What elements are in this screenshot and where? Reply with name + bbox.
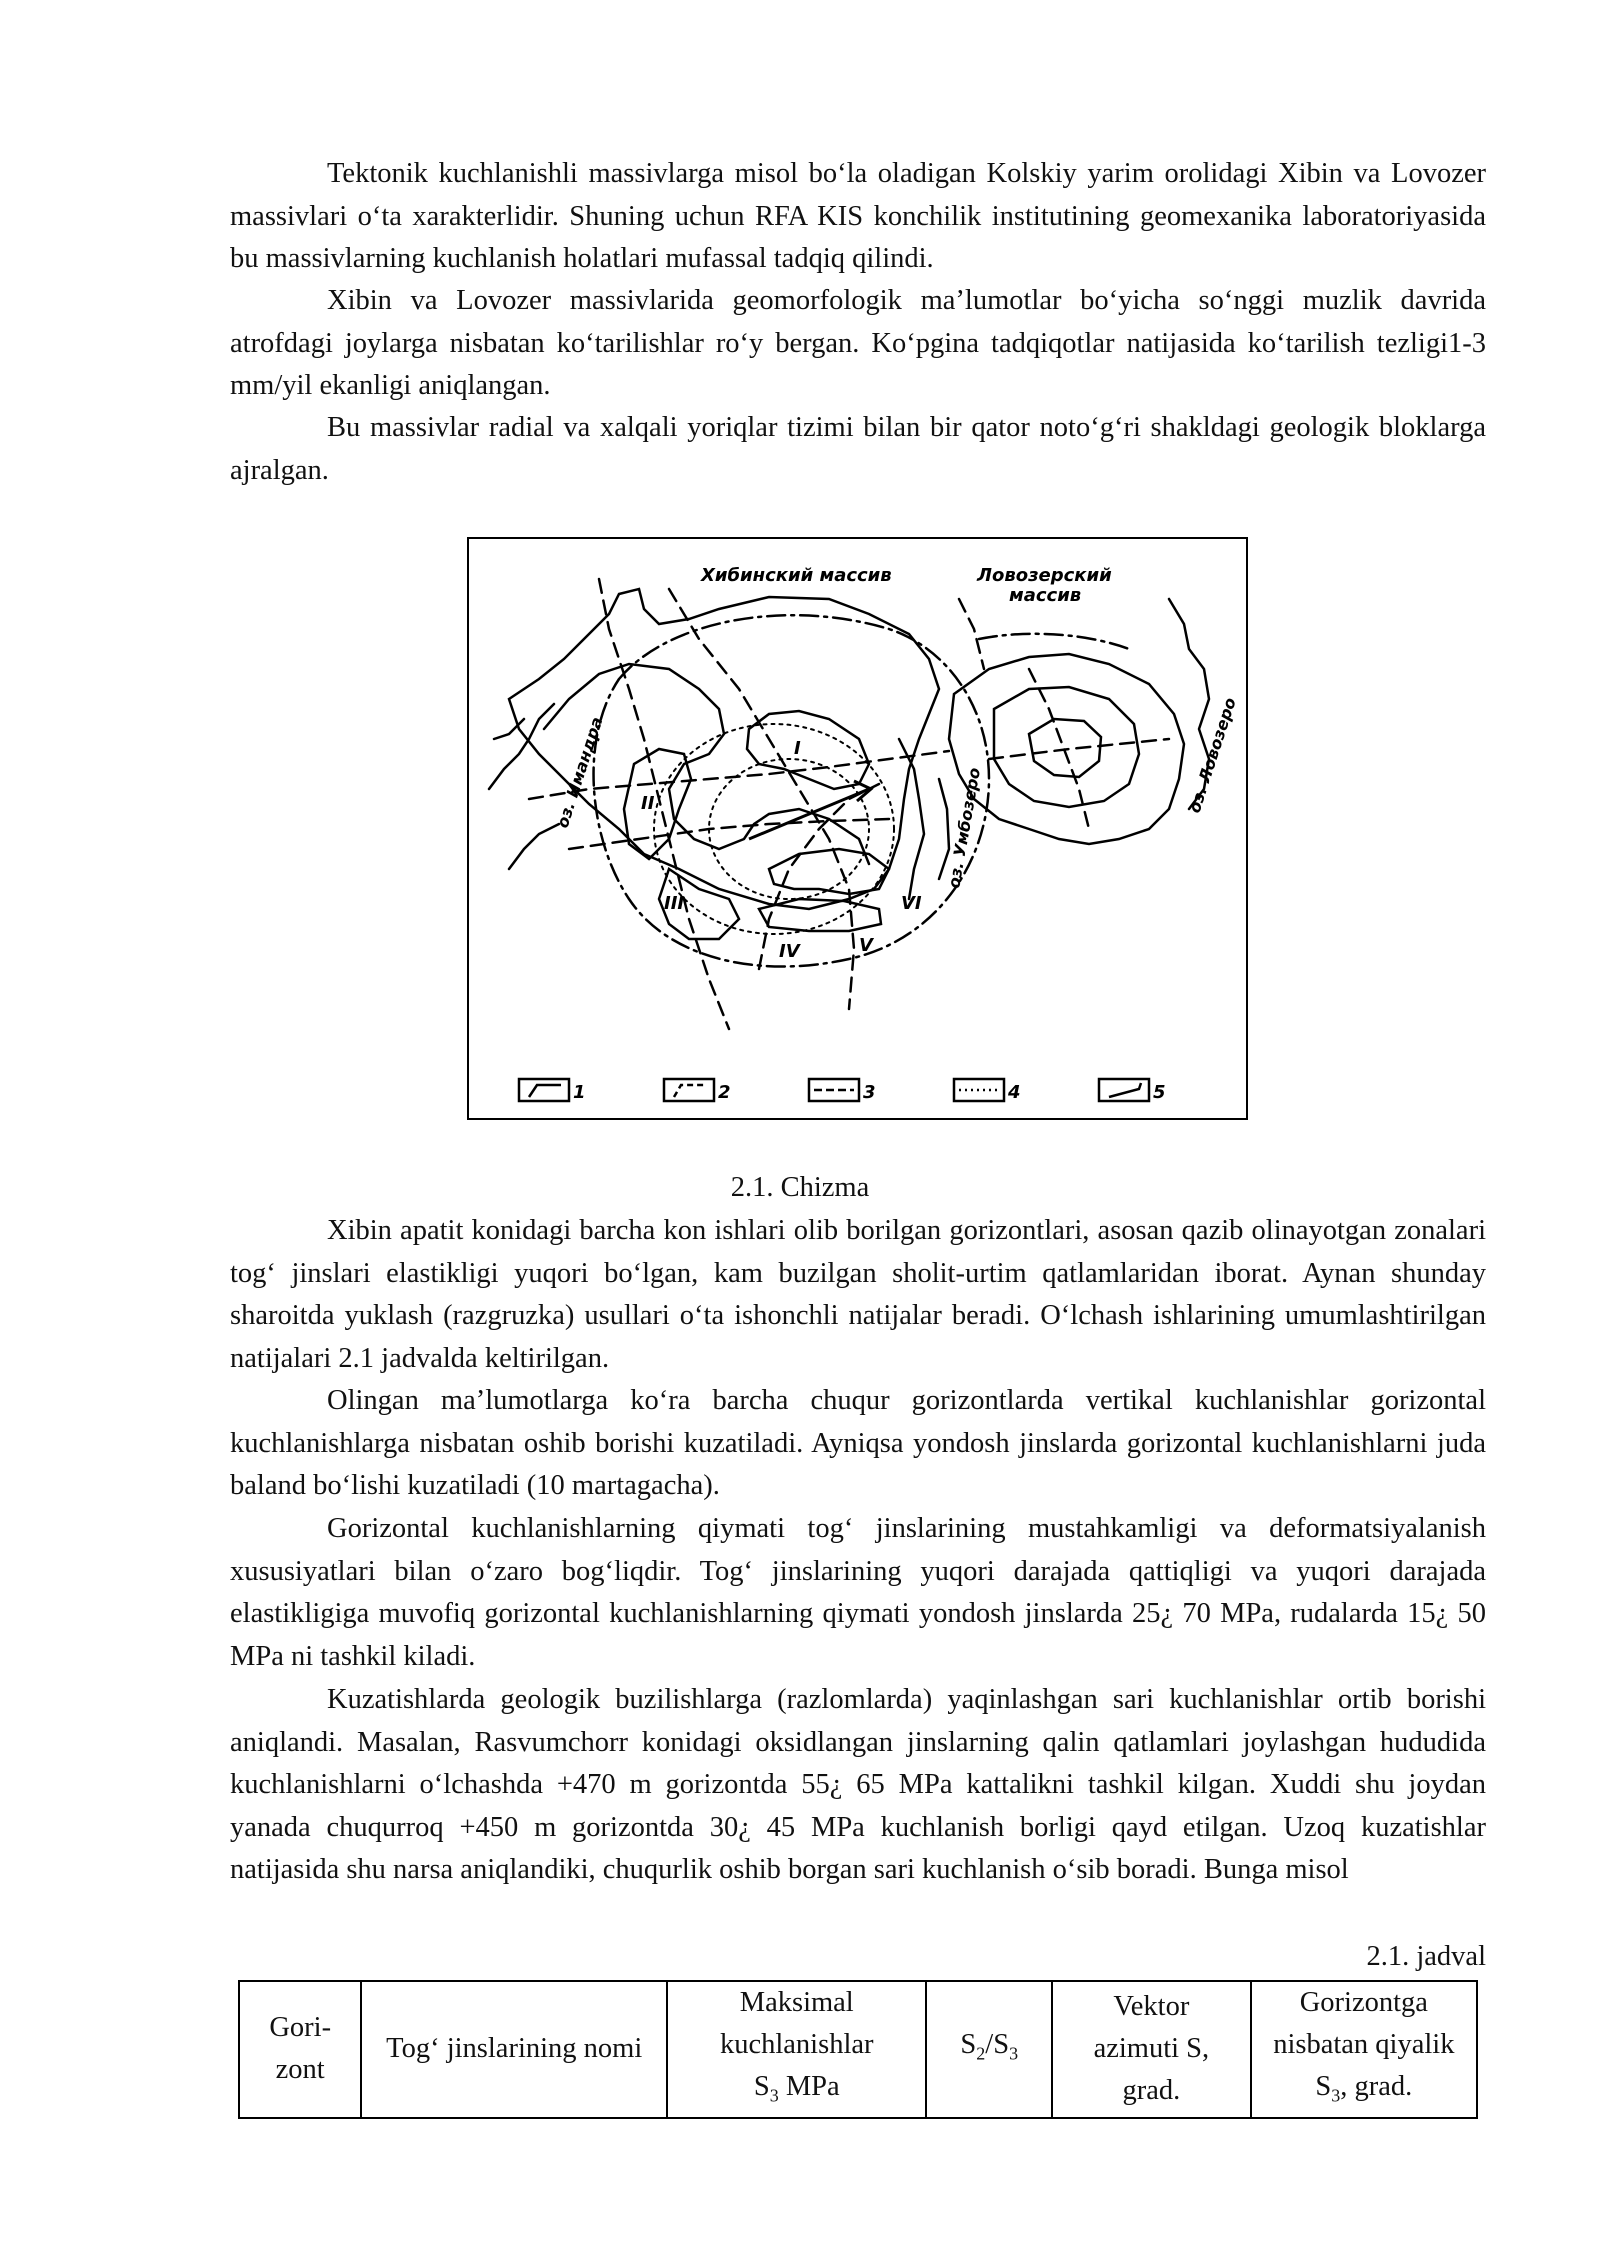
legend-item-1: 1 [573, 1082, 586, 1103]
block-label-3: III [664, 893, 685, 914]
lake-lovozero-label: оз. Ловозеро [1184, 695, 1240, 816]
header-max-stress: Maksimal kuchlanishlar $S_3$ MPa [667, 1981, 926, 2118]
legend-item-2: 2 [718, 1082, 731, 1103]
khibiny-massif-label: Хибинский массив [701, 565, 892, 586]
paragraph-6: Gorizontal kuchlanishlarning qiymati tog‘ jinslarining mustahkamligi va deformatsiyalanish xususiyatlari bilan o‘zaro bog‘liqdir. Tog‘ jinslarining yuqori darajada qattiqligi va yuqori darajada elastikligiga muvofiq gorizontal kuchlanishlarning qiymati yondosh jinslarda 25¿ 70 MPa, rudalarda 15¿ 50 MPa ni tashkil kiladi. [230, 1513, 1486, 1672]
header-vector-azimuth: Vektor azimuti S, grad. [1052, 1981, 1251, 2118]
lake-umbozero-label: оз. Умбозеро [944, 766, 985, 890]
lovozero-massif-label-line-2: массив [1009, 585, 1082, 606]
paragraph-2: Xibin va Lovozer massivlarida geomorfologik ma’lumotlar bo‘yicha so‘nggi muzlik davrida atrofdagi joylarga nisbatan ko‘tarilishlar ro‘y bergan. Ko‘pgina tadqiqotlar natijasida ko‘tarilish tezligi1-3 mm/yil ekanligi aniqlangan. [230, 285, 1486, 401]
header-inclination: Gorizontga nisbatan qiyalik $S_3$, grad. [1251, 1981, 1477, 2118]
block-label-2: II [641, 793, 655, 814]
table-header-row [239, 1981, 1477, 2118]
block-label-6: VI [901, 893, 922, 914]
paragraph-3: Bu massivlar radial va xalqali yoriqlar tizimi bilan bir qator noto‘g‘ri shakldagi geologik bloklarga ajralgan. [230, 412, 1486, 486]
header-horizon: Gori- zont [239, 1981, 361, 2118]
paragraph-4: Xibin apatit konidagi barcha kon ishlari olib borilgan gorizontlari, asosan qazib olinayotgan zonalari tog‘ jinslari elastikligi yuqori bo‘lgan, kam buzilgan sholit-urtim qatlamlaridan iborat. Aynan shunday sharoitda yuklash (razgruzka) usullari o‘ta ishonchli natijalar beradi. O‘lchash ishlarining umumlashtirilgan natijalari 2.1 jadvalda keltirilgan. [230, 1215, 1486, 1374]
paragraph-1: Tektonik kuchlanishli massivlarga misol bo‘la oladigan Kolskiy yarim orolidagi Xibin va Lovozer massivlari o‘ta xarakterlidir. Shuning uchun RFA KIS konchilik institutining geomexanika laboratoriyasida bu massivlarning kuchlanish holatlari mufassal tadqiq qilindi. [230, 158, 1486, 274]
header-rock-name: Tog‘ jinslarining nomi [361, 1981, 667, 2118]
legend-item-5: 5 [1153, 1082, 1166, 1103]
block-label-1: I [794, 738, 801, 759]
header-s2-s3: $S_2/S_3$ [926, 1981, 1052, 2118]
measurements-table [238, 1980, 1478, 2119]
map-legend [519, 1079, 1149, 1101]
legend-item-3: 3 [863, 1082, 876, 1103]
block-label-4: IV [779, 941, 800, 962]
paragraph-5: Olingan ma’lumotlarga ko‘ra barcha chuqur gorizontlarda vertikal kuchlanishlar gorizontal kuchlanishlarga nisbatan oshib borishi kuzatiladi. Ayniqsa yondosh jinslarda gorizontal kuchlanishlarni juda baland bo‘lishi kuzatiladi (10 martagacha). [230, 1385, 1486, 1501]
figure-caption: 2.1. Chizma [730, 1172, 870, 1203]
paragraph-7: Kuzatishlarda geologik buzilishlarga (razlomlarda) yaqinlashgan sari kuchlanishlar ortib borishi aniqlandi. Masalan, Rasvumchorr konidagi oksidlangan jinslarning qalin qatlamlari joylashgan hududida kuchlanishlarni o‘lchashda +470 m gorizontda 55¿ 65 MPa kattalikni tashkil kilgan. Xuddi shu joydan yanada chuqurroq +450 m gorizontda 30¿ 45 MPa kuchlanish borligi qayd etilgan. Uzoq kuzatishlar natijasida shu narsa aniqlandiki, chuqurlik oshib borgan sari kuchlanish o‘sib boradi. Bunga misol [230, 1684, 1486, 1885]
geological-map-figure [467, 537, 1248, 1120]
legend-item-4: 4 [1008, 1082, 1021, 1103]
geological-map-drawing [469, 539, 1246, 1118]
lake-imandra-label: оз. Имандра [552, 714, 607, 831]
table-caption: 2.1. jadval [1366, 1941, 1486, 1972]
lovozero-massif-label-line-1: Ловозерский [977, 565, 1112, 586]
block-label-5: V [859, 935, 873, 956]
